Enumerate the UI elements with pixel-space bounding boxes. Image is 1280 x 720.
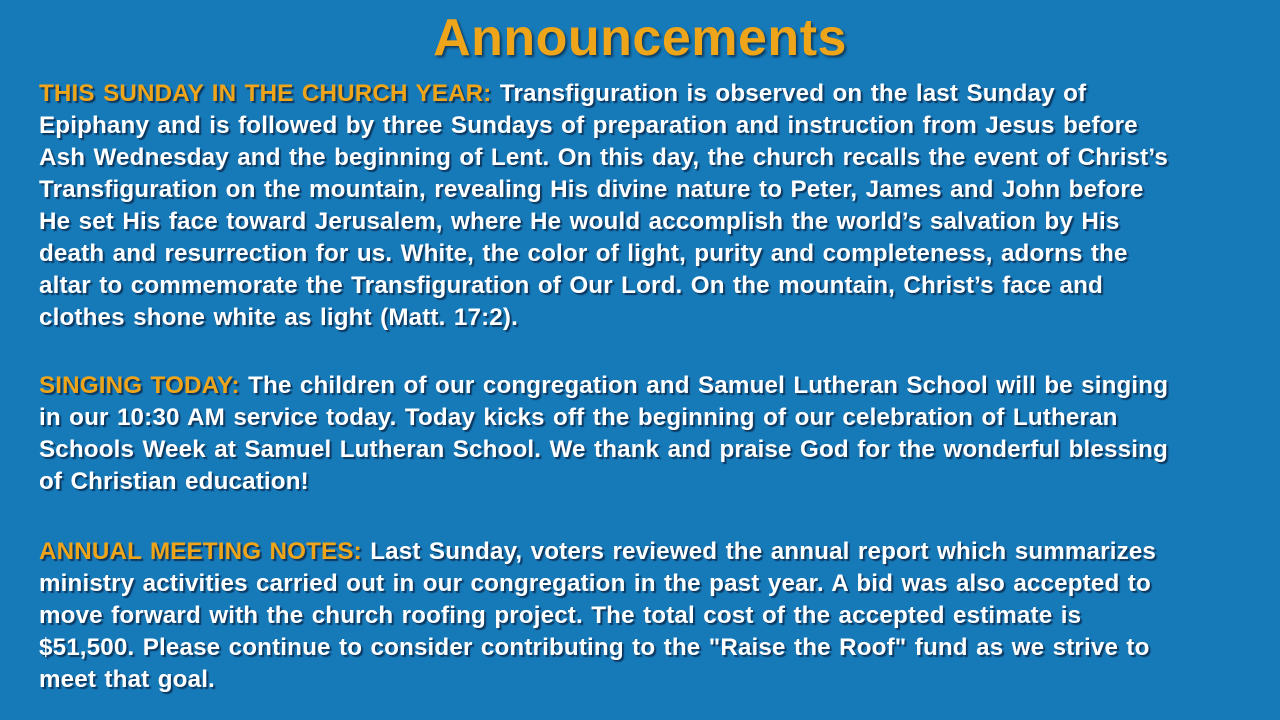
- slide-title: Announcements: [433, 9, 847, 67]
- section-singing-today: [39, 370, 1254, 498]
- section-text: Last Sunday, voters reviewed the annual report which summarizes: [361, 538, 1157, 565]
- section-text-line: Schools Week at Samuel Lutheran School. We thank and praise God for the wonderful blessing: [39, 436, 1168, 463]
- section-text: The children of our congregation and Samuel Lutheran School will be singing: [239, 372, 1169, 399]
- section-label: THIS SUNDAY IN THE CHURCH YEAR:: [39, 80, 492, 107]
- section-church-year: [39, 78, 1254, 334]
- section-text-line: Transfiguration on the mountain, revealing His divine nature to Peter, James and John before: [39, 176, 1144, 203]
- section-annual-meeting-notes: [39, 536, 1254, 696]
- section-text-line: clothes shone white as light (Matt. 17:2).: [39, 304, 518, 331]
- section-first-line: [39, 536, 1254, 568]
- section-text-line: ministry activities carried out in our congregation in the past year. A bid was also accepted to: [39, 570, 1151, 597]
- section-text-line: Ash Wednesday and the beginning of Lent. On this day, the church recalls the event of Christ’s: [39, 144, 1168, 171]
- section-first-line: [39, 370, 1254, 402]
- section-label: ANNUAL MEETING NOTES:: [39, 538, 362, 565]
- section-text-line: $51,500. Please continue to consider contributing to the "Raise the Roof" fund as we strive to: [39, 634, 1150, 661]
- section-text-line: Epiphany and is followed by three Sundays of preparation and instruction from Jesus before: [39, 112, 1138, 139]
- section-text-line: move forward with the church roofing project. The total cost of the accepted estimate is: [39, 602, 1082, 629]
- section-first-line: [39, 78, 1254, 110]
- section-label: SINGING TODAY:: [39, 372, 240, 399]
- section-text-line: death and resurrection for us. White, the color of light, purity and completeness, adorns the: [39, 240, 1128, 267]
- section-text-line: of Christian education!: [39, 468, 309, 495]
- section-text-line: in our 10:30 AM service today. Today kicks off the beginning of our celebration of Lutheran: [39, 404, 1118, 431]
- section-text-line: He set His face toward Jerusalem, where He would accomplish the world’s salvation by His: [39, 208, 1120, 235]
- section-text-line: meet that goal.: [39, 666, 215, 693]
- section-text-line: altar to commemorate the Transfiguration of Our Lord. On the mountain, Christ’s face and: [39, 272, 1103, 299]
- section-text: Transfiguration is observed on the last Sunday of: [491, 80, 1087, 107]
